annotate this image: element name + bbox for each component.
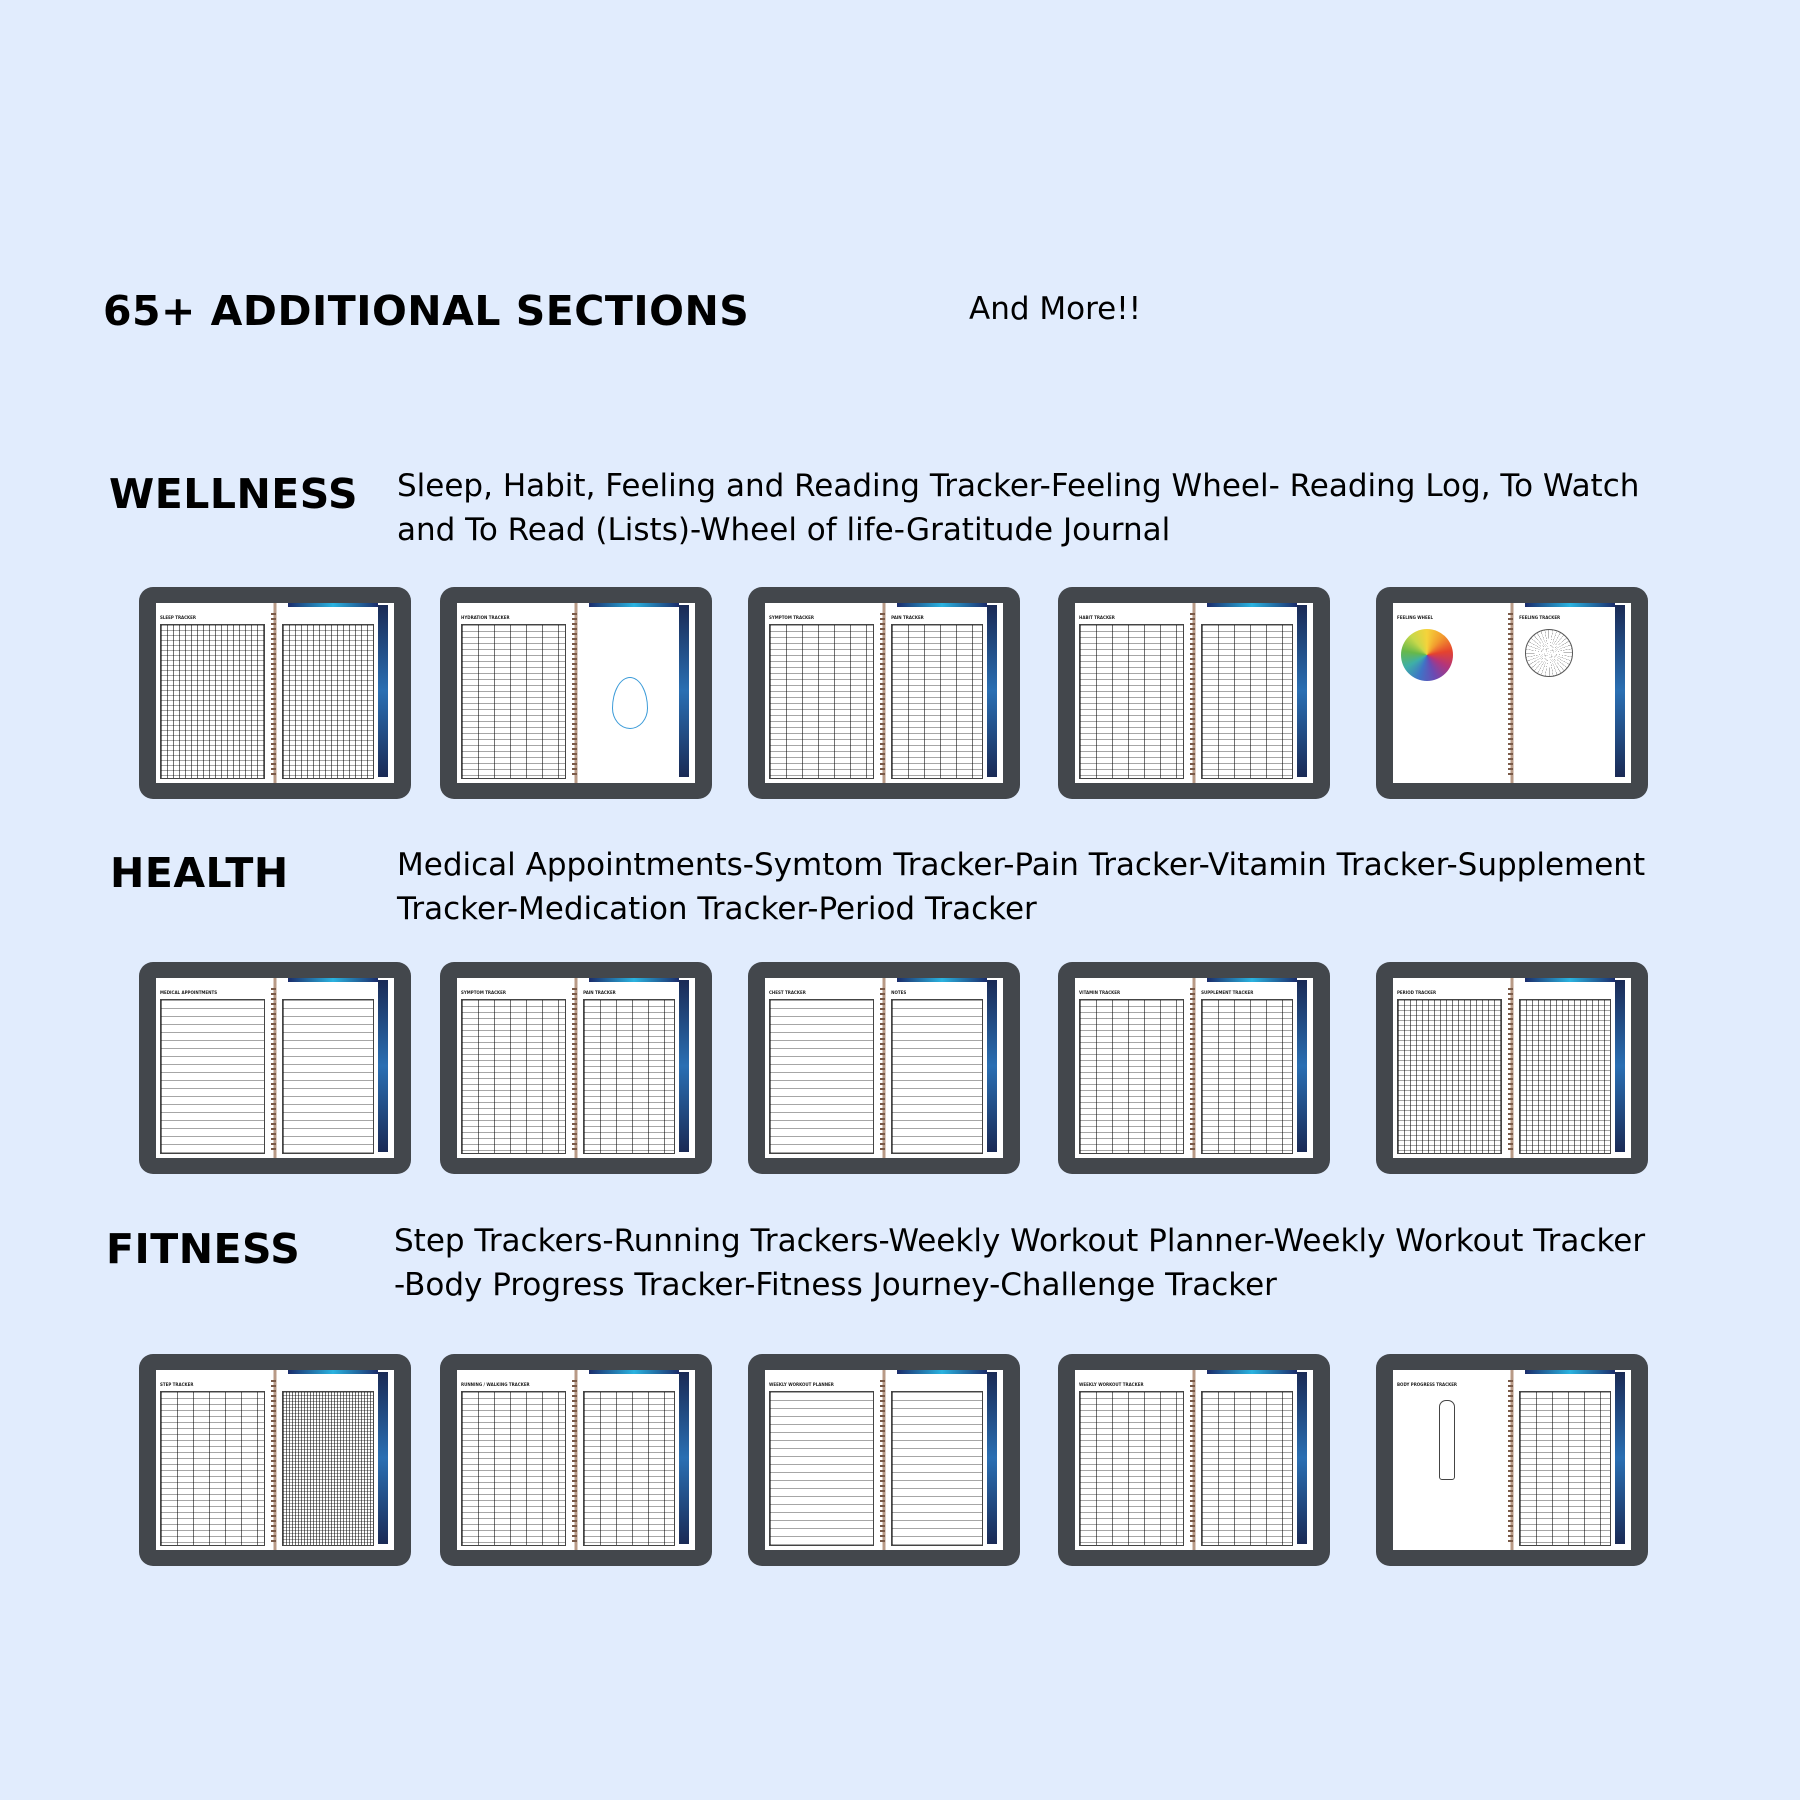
page-title: SUPPLEMENT TRACKER bbox=[1201, 990, 1254, 995]
page-title: MEDICAL APPOINTMENTS bbox=[160, 990, 218, 995]
feeling-spiral bbox=[1525, 629, 1573, 677]
right-page bbox=[583, 1382, 675, 1546]
description-line: -Body Progress Tracker-Fitness Journey-Challenge Tracker bbox=[394, 1267, 1277, 1303]
right-page bbox=[1201, 990, 1293, 1154]
tablet-preview bbox=[1376, 1354, 1648, 1566]
planner-spread bbox=[156, 978, 394, 1158]
right-page bbox=[1519, 615, 1611, 779]
tracker-grid bbox=[160, 1391, 265, 1546]
spiral-binding bbox=[880, 1380, 885, 1544]
header-banner bbox=[897, 978, 987, 982]
page-title: NOTES bbox=[891, 990, 907, 995]
page-title: SYMPTOM TRACKER bbox=[461, 990, 506, 995]
right-page bbox=[1201, 1382, 1293, 1546]
tablet-preview bbox=[748, 1354, 1020, 1566]
tracker-grid bbox=[160, 999, 265, 1154]
right-page bbox=[282, 1382, 374, 1546]
planner-spread bbox=[457, 603, 695, 783]
page-title bbox=[583, 615, 675, 622]
tracker-grid bbox=[583, 1391, 675, 1546]
side-tabs bbox=[987, 980, 997, 1152]
body-outline-icon bbox=[1439, 1400, 1455, 1480]
side-tabs bbox=[987, 605, 997, 777]
header-banner bbox=[1207, 1370, 1297, 1374]
page-title bbox=[1201, 615, 1293, 622]
side-tabs bbox=[1615, 605, 1625, 777]
left-page bbox=[160, 990, 265, 1154]
tracker-grid bbox=[891, 999, 983, 1154]
side-tabs bbox=[1297, 980, 1307, 1152]
side-tabs bbox=[378, 605, 388, 777]
spiral-binding bbox=[271, 613, 276, 777]
side-tabs bbox=[1297, 1372, 1307, 1544]
tracker-grid bbox=[1201, 624, 1293, 779]
left-page bbox=[769, 990, 874, 1154]
spiral-binding bbox=[271, 988, 276, 1152]
tracker-grid bbox=[461, 624, 566, 779]
page-title: WEEKLY WORKOUT PLANNER bbox=[769, 1382, 834, 1387]
header-banner bbox=[1525, 978, 1615, 982]
spiral-binding bbox=[880, 613, 885, 777]
page-title: FEELING TRACKER bbox=[1519, 615, 1561, 620]
and-more-text: And More!! bbox=[969, 291, 1142, 327]
spiral-binding bbox=[1508, 613, 1513, 777]
tablet-preview bbox=[1376, 962, 1648, 1174]
planner-spread bbox=[765, 1370, 1003, 1550]
side-tabs bbox=[378, 980, 388, 1152]
right-page bbox=[1519, 990, 1611, 1154]
side-tabs bbox=[1615, 980, 1625, 1152]
page-title: SYMPTOM TRACKER bbox=[769, 615, 814, 620]
tracker-grid bbox=[1079, 999, 1184, 1154]
planner-spread bbox=[457, 1370, 695, 1550]
tracker-grid bbox=[1201, 999, 1293, 1154]
side-tabs bbox=[679, 1372, 689, 1544]
tracker-grid bbox=[461, 999, 566, 1154]
left-page bbox=[769, 615, 874, 779]
tracker-grid bbox=[583, 999, 675, 1154]
planner-spread bbox=[1393, 603, 1631, 783]
tablet-preview bbox=[748, 962, 1020, 1174]
header-banner bbox=[1207, 603, 1297, 607]
page-title: VITAMIN TRACKER bbox=[1079, 990, 1121, 995]
left-page bbox=[769, 1382, 874, 1546]
page-title: CHEST TRACKER bbox=[769, 990, 806, 995]
tracker-grid bbox=[891, 624, 983, 779]
spiral-binding bbox=[271, 1380, 276, 1544]
section-description bbox=[397, 464, 1639, 552]
header-banner bbox=[589, 978, 679, 982]
tracker-grid bbox=[282, 1391, 374, 1546]
left-page bbox=[461, 615, 566, 779]
page-title bbox=[1519, 1382, 1611, 1389]
right-page bbox=[583, 615, 675, 779]
left-page bbox=[1079, 990, 1184, 1154]
left-page bbox=[1397, 615, 1502, 779]
description-line: Sleep, Habit, Feeling and Reading Tracker-Feeling Wheel- Reading Log, To Watch bbox=[397, 468, 1640, 504]
page-title: PAIN TRACKER bbox=[891, 615, 924, 620]
planner-spread bbox=[457, 978, 695, 1158]
tracker-grid bbox=[1519, 1391, 1611, 1546]
planner-spread bbox=[765, 978, 1003, 1158]
tablet-preview bbox=[1058, 587, 1330, 799]
left-page bbox=[160, 615, 265, 779]
page-title bbox=[1519, 990, 1611, 997]
page-title: PAIN TRACKER bbox=[583, 990, 616, 995]
page-title: HABIT TRACKER bbox=[1079, 615, 1115, 620]
page-title: HYDRATION TRACKER bbox=[461, 615, 510, 620]
spiral-binding bbox=[1190, 1380, 1195, 1544]
tablet-preview bbox=[440, 962, 712, 1174]
section-title-fitness: FITNESS bbox=[106, 1225, 301, 1273]
section-description bbox=[394, 1219, 1645, 1307]
water-drop-icon bbox=[612, 677, 648, 729]
tablet-preview bbox=[1058, 1354, 1330, 1566]
spiral-binding bbox=[572, 1380, 577, 1544]
planner-spread bbox=[1393, 1370, 1631, 1550]
tablet-preview bbox=[139, 587, 411, 799]
spiral-binding bbox=[1508, 988, 1513, 1152]
right-page bbox=[891, 615, 983, 779]
spiral-binding bbox=[880, 988, 885, 1152]
tablet-preview bbox=[440, 587, 712, 799]
page-title: BODY PROGRESS TRACKER bbox=[1397, 1382, 1458, 1387]
header-banner bbox=[897, 603, 987, 607]
planner-spread bbox=[1075, 978, 1313, 1158]
left-page bbox=[1397, 1382, 1502, 1546]
section-title-health: HEALTH bbox=[110, 849, 289, 897]
section-description bbox=[397, 843, 1645, 931]
side-tabs bbox=[378, 1372, 388, 1544]
tracker-grid bbox=[769, 624, 874, 779]
side-tabs bbox=[679, 605, 689, 777]
header-banner bbox=[1525, 603, 1615, 607]
description-line: Step Trackers-Running Trackers-Weekly Workout Planner-Weekly Workout Tracker bbox=[394, 1223, 1646, 1259]
header-banner bbox=[897, 1370, 987, 1374]
section-title-wellness: WELLNESS bbox=[109, 470, 359, 518]
description-line: Medical Appointments-Symtom Tracker-Pain Tracker-Vitamin Tracker-Supplement bbox=[397, 847, 1646, 883]
page-title bbox=[282, 615, 374, 622]
left-page bbox=[461, 1382, 566, 1546]
tracker-grid bbox=[282, 999, 374, 1154]
spiral-binding bbox=[572, 988, 577, 1152]
page-title: SLEEP TRACKER bbox=[160, 615, 196, 620]
tracker-grid bbox=[769, 999, 874, 1154]
side-tabs bbox=[1615, 1372, 1625, 1544]
left-page bbox=[1079, 615, 1184, 779]
left-page bbox=[160, 1382, 265, 1546]
header-banner bbox=[589, 1370, 679, 1374]
right-page bbox=[1519, 1382, 1611, 1546]
left-page bbox=[461, 990, 566, 1154]
page-title: RUNNING / WALKING TRACKER bbox=[461, 1382, 530, 1387]
header-banner bbox=[589, 603, 679, 607]
spiral-binding bbox=[572, 613, 577, 777]
tracker-grid bbox=[1201, 1391, 1293, 1546]
tablet-preview bbox=[139, 962, 411, 1174]
page-title: FEELING WHEEL bbox=[1397, 615, 1434, 620]
header-banner bbox=[1207, 978, 1297, 982]
planner-spread bbox=[1393, 978, 1631, 1158]
tablet-preview bbox=[139, 1354, 411, 1566]
spiral-binding bbox=[1190, 988, 1195, 1152]
side-tabs bbox=[1297, 605, 1307, 777]
description-line: and To Read (Lists)-Wheel of life-Gratitude Journal bbox=[397, 512, 1171, 548]
spiral-binding bbox=[1190, 613, 1195, 777]
right-page bbox=[891, 1382, 983, 1546]
planner-spread bbox=[765, 603, 1003, 783]
right-page bbox=[282, 990, 374, 1154]
left-page bbox=[1079, 1382, 1184, 1546]
right-page bbox=[1201, 615, 1293, 779]
page-title: PERIOD TRACKER bbox=[1397, 990, 1437, 995]
description-line: Tracker-Medication Tracker-Period Tracker bbox=[397, 891, 1037, 927]
right-page bbox=[891, 990, 983, 1154]
right-page bbox=[282, 615, 374, 779]
tracker-grid bbox=[1079, 624, 1184, 779]
right-page bbox=[583, 990, 675, 1154]
header-banner bbox=[288, 978, 378, 982]
tracker-grid bbox=[769, 1391, 874, 1546]
header-banner bbox=[288, 1370, 378, 1374]
planner-spread bbox=[156, 1370, 394, 1550]
page-title bbox=[282, 990, 374, 997]
tracker-grid bbox=[1519, 999, 1611, 1154]
page-title bbox=[282, 1382, 374, 1389]
tracker-grid bbox=[160, 624, 265, 779]
planner-spread bbox=[156, 603, 394, 783]
tracker-grid bbox=[891, 1391, 983, 1546]
page-title bbox=[583, 1382, 675, 1389]
page-title bbox=[891, 1382, 983, 1389]
tracker-grid bbox=[282, 624, 374, 779]
tablet-preview bbox=[748, 587, 1020, 799]
side-tabs bbox=[679, 980, 689, 1152]
side-tabs bbox=[987, 1372, 997, 1544]
planner-spread bbox=[1075, 1370, 1313, 1550]
header-banner bbox=[1525, 1370, 1615, 1374]
tracker-grid bbox=[1079, 1391, 1184, 1546]
spiral-binding bbox=[1508, 1380, 1513, 1544]
planner-spread bbox=[1075, 603, 1313, 783]
tablet-preview bbox=[1376, 587, 1648, 799]
tracker-grid bbox=[1397, 999, 1502, 1154]
left-page bbox=[1397, 990, 1502, 1154]
page-title bbox=[1201, 1382, 1293, 1389]
feeling-wheel bbox=[1401, 629, 1453, 681]
page-title: STEP TRACKER bbox=[160, 1382, 194, 1387]
tablet-preview bbox=[440, 1354, 712, 1566]
header-banner bbox=[288, 603, 378, 607]
headline: 65+ ADDITIONAL SECTIONS bbox=[103, 287, 750, 335]
tracker-grid bbox=[461, 1391, 566, 1546]
tablet-preview bbox=[1058, 962, 1330, 1174]
page-title: WEEKLY WORKOUT TRACKER bbox=[1079, 1382, 1144, 1387]
